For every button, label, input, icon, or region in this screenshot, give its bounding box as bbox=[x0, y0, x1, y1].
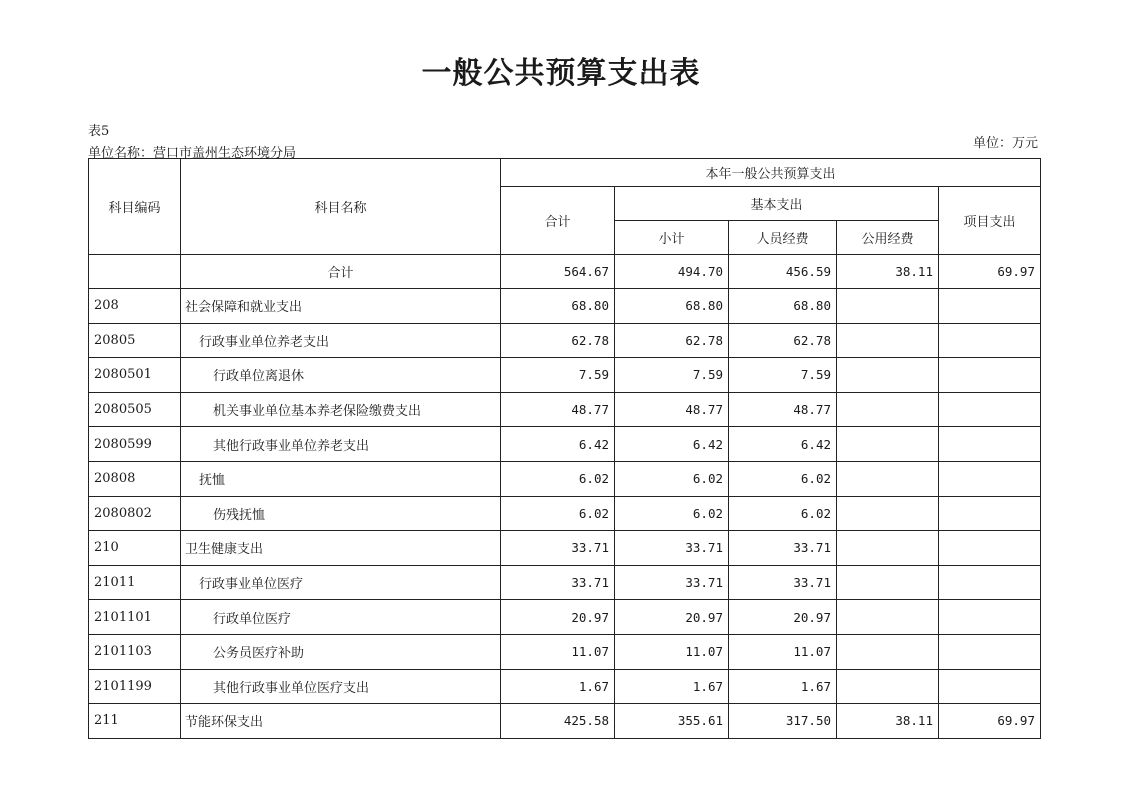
cell-name: 行政事业单位医疗 bbox=[181, 565, 501, 600]
total-project: 69.97 bbox=[939, 255, 1041, 289]
cell-project bbox=[939, 634, 1041, 669]
cell-personnel: 7.59 bbox=[729, 358, 837, 393]
cell-total: 6.42 bbox=[501, 427, 615, 462]
cell-personnel: 33.71 bbox=[729, 531, 837, 566]
cell-project bbox=[939, 600, 1041, 635]
cell-total: 68.80 bbox=[501, 289, 615, 324]
cell-public: 38.11 bbox=[837, 704, 939, 739]
cell-personnel: 317.50 bbox=[729, 704, 837, 739]
total-row bbox=[89, 255, 1041, 289]
cell-public bbox=[837, 565, 939, 600]
total-public: 38.11 bbox=[837, 255, 939, 289]
cell-total: 6.02 bbox=[501, 461, 615, 496]
header-project: 项目支出 bbox=[939, 187, 1041, 255]
cell-subtotal: 6.02 bbox=[615, 496, 729, 531]
cell-personnel: 48.77 bbox=[729, 392, 837, 427]
cell-code: 2101199 bbox=[89, 669, 181, 704]
cell-subtotal: 6.02 bbox=[615, 461, 729, 496]
cell-total: 33.71 bbox=[501, 565, 615, 600]
cell-subtotal: 11.07 bbox=[615, 634, 729, 669]
cell-total: 11.07 bbox=[501, 634, 615, 669]
header-name: 科目名称 bbox=[181, 159, 501, 255]
cell-personnel: 33.71 bbox=[729, 565, 837, 600]
total-personnel: 456.59 bbox=[729, 255, 837, 289]
cell-personnel: 1.67 bbox=[729, 669, 837, 704]
table-body bbox=[89, 255, 1041, 739]
cell-code: 2080501 bbox=[89, 358, 181, 393]
table-row bbox=[89, 565, 1041, 600]
cell-project bbox=[939, 358, 1041, 393]
table-row bbox=[89, 600, 1041, 635]
cell-code: 21011 bbox=[89, 565, 181, 600]
cell-name: 行政单位离退休 bbox=[181, 358, 501, 393]
header-personnel: 人员经费 bbox=[729, 221, 837, 255]
cell-project bbox=[939, 461, 1041, 496]
header-public: 公用经费 bbox=[837, 221, 939, 255]
cell-name: 伤残抚恤 bbox=[181, 496, 501, 531]
cell-subtotal: 355.61 bbox=[615, 704, 729, 739]
cell-name: 其他行政事业单位医疗支出 bbox=[181, 669, 501, 704]
cell-name: 公务员医疗补助 bbox=[181, 634, 501, 669]
unit-measure: 单位：万元 bbox=[972, 136, 1038, 151]
cell-project bbox=[939, 289, 1041, 324]
table-row bbox=[89, 358, 1041, 393]
table-number: 表5 bbox=[88, 124, 110, 139]
cell-subtotal: 68.80 bbox=[615, 289, 729, 324]
cell-total: 425.58 bbox=[501, 704, 615, 739]
table-row bbox=[89, 289, 1041, 324]
header-code: 科目编码 bbox=[89, 159, 181, 255]
cell-code: 211 bbox=[89, 704, 181, 739]
cell-code: 2080802 bbox=[89, 496, 181, 531]
cell-total: 20.97 bbox=[501, 600, 615, 635]
cell-code: 20805 bbox=[89, 323, 181, 358]
cell-project bbox=[939, 565, 1041, 600]
header-total: 合计 bbox=[501, 187, 615, 255]
cell-project bbox=[939, 392, 1041, 427]
table-header bbox=[89, 159, 1041, 255]
cell-project bbox=[939, 427, 1041, 462]
table-row bbox=[89, 496, 1041, 531]
cell-subtotal: 1.67 bbox=[615, 669, 729, 704]
cell-subtotal: 20.97 bbox=[615, 600, 729, 635]
cell-personnel: 62.78 bbox=[729, 323, 837, 358]
cell-code: 208 bbox=[89, 289, 181, 324]
cell-name: 行政单位医疗 bbox=[181, 600, 501, 635]
cell-total: 62.78 bbox=[501, 323, 615, 358]
cell-personnel: 68.80 bbox=[729, 289, 837, 324]
cell-personnel: 11.07 bbox=[729, 634, 837, 669]
total-subtotal: 494.70 bbox=[615, 255, 729, 289]
cell-public bbox=[837, 634, 939, 669]
total-code-cell bbox=[89, 255, 181, 289]
table-row bbox=[89, 427, 1041, 462]
header-subtotal: 小计 bbox=[615, 221, 729, 255]
table-row bbox=[89, 461, 1041, 496]
cell-personnel: 6.02 bbox=[729, 461, 837, 496]
cell-total: 33.71 bbox=[501, 531, 615, 566]
cell-code: 2080599 bbox=[89, 427, 181, 462]
cell-name: 其他行政事业单位养老支出 bbox=[181, 427, 501, 462]
cell-name: 社会保障和就业支出 bbox=[181, 289, 501, 324]
cell-public bbox=[837, 531, 939, 566]
budget-table bbox=[88, 158, 1041, 739]
cell-personnel: 6.42 bbox=[729, 427, 837, 462]
cell-personnel: 20.97 bbox=[729, 600, 837, 635]
cell-project bbox=[939, 669, 1041, 704]
cell-subtotal: 6.42 bbox=[615, 427, 729, 462]
table-row bbox=[89, 704, 1041, 739]
cell-project bbox=[939, 496, 1041, 531]
cell-public bbox=[837, 427, 939, 462]
cell-subtotal: 62.78 bbox=[615, 323, 729, 358]
cell-public bbox=[837, 600, 939, 635]
page-title: 一般公共预算支出表 bbox=[421, 56, 701, 91]
table-row bbox=[89, 634, 1041, 669]
cell-subtotal: 48.77 bbox=[615, 392, 729, 427]
cell-public bbox=[837, 461, 939, 496]
total-total: 564.67 bbox=[501, 255, 615, 289]
table-row bbox=[89, 531, 1041, 566]
cell-code: 2101101 bbox=[89, 600, 181, 635]
header-group: 本年一般公共预算支出 bbox=[501, 159, 1041, 187]
cell-subtotal: 33.71 bbox=[615, 565, 729, 600]
cell-public bbox=[837, 323, 939, 358]
table-row bbox=[89, 392, 1041, 427]
cell-total: 48.77 bbox=[501, 392, 615, 427]
cell-name: 节能环保支出 bbox=[181, 704, 501, 739]
cell-personnel: 6.02 bbox=[729, 496, 837, 531]
cell-public bbox=[837, 669, 939, 704]
cell-public bbox=[837, 358, 939, 393]
cell-total: 1.67 bbox=[501, 669, 615, 704]
cell-name: 行政事业单位养老支出 bbox=[181, 323, 501, 358]
cell-name: 机关事业单位基本养老保险缴费支出 bbox=[181, 392, 501, 427]
cell-name: 抚恤 bbox=[181, 461, 501, 496]
table-row bbox=[89, 669, 1041, 704]
cell-code: 20808 bbox=[89, 461, 181, 496]
table-row bbox=[89, 323, 1041, 358]
cell-project bbox=[939, 323, 1041, 358]
cell-project: 69.97 bbox=[939, 704, 1041, 739]
cell-project bbox=[939, 531, 1041, 566]
cell-code: 2080505 bbox=[89, 392, 181, 427]
cell-public bbox=[837, 289, 939, 324]
cell-subtotal: 33.71 bbox=[615, 531, 729, 566]
cell-subtotal: 7.59 bbox=[615, 358, 729, 393]
cell-total: 7.59 bbox=[501, 358, 615, 393]
cell-code: 2101103 bbox=[89, 634, 181, 669]
cell-total: 6.02 bbox=[501, 496, 615, 531]
cell-code: 210 bbox=[89, 531, 181, 566]
unit-name: 单位名称：营口市盖州生态环境分局 bbox=[88, 146, 297, 161]
cell-public bbox=[837, 392, 939, 427]
cell-public bbox=[837, 496, 939, 531]
total-label: 合计 bbox=[181, 255, 501, 289]
header-basic: 基本支出 bbox=[615, 187, 939, 221]
cell-name: 卫生健康支出 bbox=[181, 531, 501, 566]
